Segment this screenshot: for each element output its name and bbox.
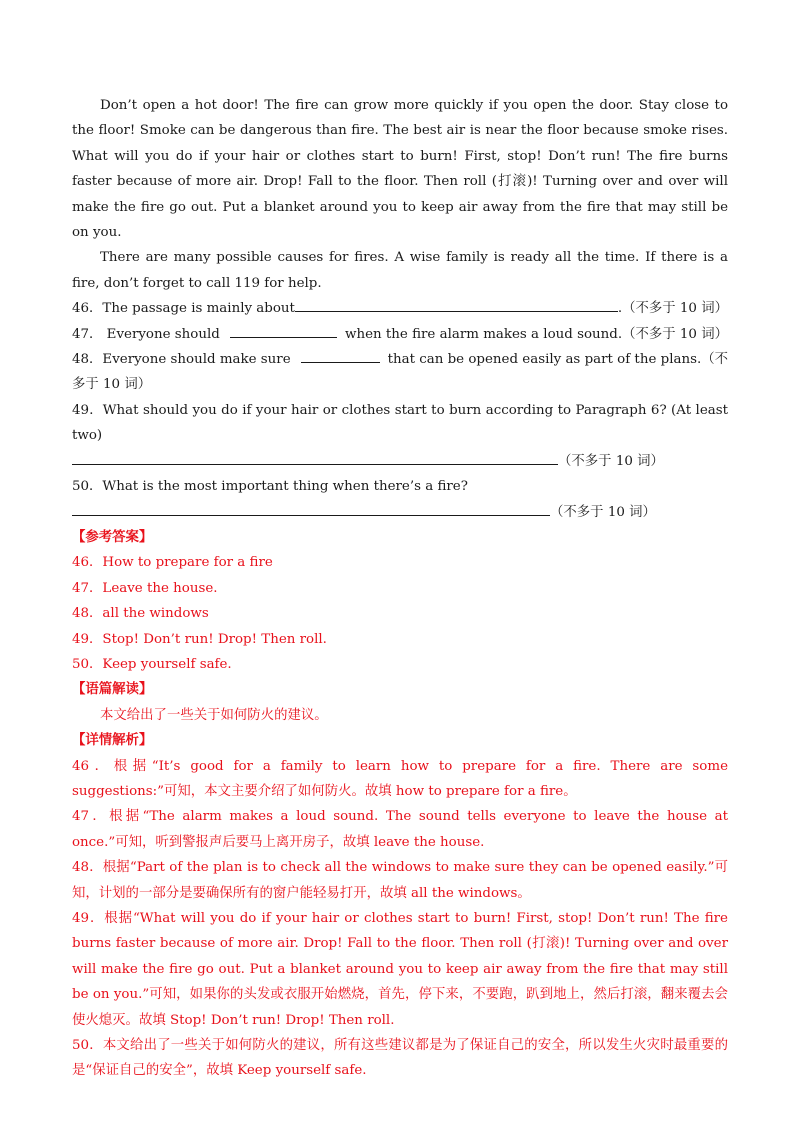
summary-heading: 【语篇解读】 xyxy=(72,681,153,698)
answer-48: 48．all the windows xyxy=(72,606,209,622)
question-50-blank[interactable] xyxy=(72,501,550,516)
answers-heading: 【参考答案】 xyxy=(72,528,153,545)
question-48 xyxy=(72,347,728,372)
question-50-text: 50．What is the most important thing when there’s a fire? xyxy=(72,479,468,495)
question-50-answer-line xyxy=(72,500,728,525)
question-49-note: （不多于 10 词） xyxy=(558,453,664,469)
answer-49: 49．Stop! Don’t run! Drop! Then roll. xyxy=(72,631,327,647)
question-46 xyxy=(72,296,728,321)
answer-46: 46．How to prepare for a fire xyxy=(72,555,273,571)
question-47-suffix: when the fire alarm makes a loud sound. xyxy=(345,326,623,342)
passage-paragraph-2: There are many possible causes for fires. A wise family is ready all the time. If there is a fire, don’t forget to call 119 for help. xyxy=(72,250,728,291)
question-49-answer-line xyxy=(72,449,728,474)
question-47 xyxy=(72,322,728,347)
question-50-note: （不多于 10 词） xyxy=(550,504,656,520)
question-48-note-continued: 多于 10 词） xyxy=(72,377,152,393)
analysis-49: 49．根据“What will you do if your hair or clothes start to burn! First, stop! Don’t run! The fire burns faster because of more air. Drop! Fall to the floor. Then roll (打滚)! Turning over and over will make the fire go out. Put a blanket around you to keep air away from the fire that may still be on you.”可知，如果你的头发或衣服开始燃烧，首先，停下来，不要跑，趴到地上，然后打滚，翻来覆去会使火熄灭。故填 Stop! Don’t run! Drop! Then roll. xyxy=(72,911,728,1028)
answer-50: 50．Keep yourself safe. xyxy=(72,656,232,672)
answer-47: 47．Leave the house. xyxy=(72,580,218,596)
analysis-46: 46．根据“It’s good for a family to learn how to prepare for a fire. There are some suggestions:”可知，本文主要介绍了如何防火。故填 how to prepare for a fire。 xyxy=(72,758,728,799)
question-46-suffix: . xyxy=(617,301,623,317)
analysis-heading: 【详情解析】 xyxy=(72,732,153,749)
question-48-blank[interactable] xyxy=(301,348,380,363)
summary-text: 本文给出了一些关于如何防火的建议。 xyxy=(100,707,328,723)
question-47-blank[interactable] xyxy=(230,323,337,338)
question-46-prefix: 46．The passage is mainly about xyxy=(72,301,295,317)
analysis-50: 50．本文给出了一些关于如何防火的建议，所有这些建议都是为了保证自己的安全，所以发生火灾时最重要的是“保证自己的安全”，故填 Keep yourself safe. xyxy=(72,1038,728,1079)
question-49-blank[interactable] xyxy=(72,450,558,465)
analysis-48: 48．根据“Part of the plan is to check all the windows to make sure they can be opened easily.”可知，计划的一部分是要确保所有的窗户能轻易打开，故填 all the windows。 xyxy=(72,860,728,901)
question-48-note: （不 xyxy=(701,352,728,368)
question-48-prefix: 48．Everyone should make sure xyxy=(72,352,291,368)
question-47-prefix: 47． Everyone should xyxy=(72,326,220,342)
question-47-note: （不多于 10 词） xyxy=(622,326,728,342)
question-46-blank[interactable] xyxy=(295,297,618,312)
question-49-text: 49．What should you do if your hair or clothes start to burn according to Paragraph 6? (At least two) xyxy=(72,402,728,444)
document-content xyxy=(72,93,728,1084)
question-48-suffix: that can be opened easily as part of the plans. xyxy=(387,352,702,368)
passage-paragraph-1: Don’t open a hot door! The fire can grow more quickly if you open the door. Stay close to the floor! Smoke can be dangerous than fire. The best air is near the floor because smoke rises. What will you do if your hair or clothes start to burn! First, stop! Don’t run! The fire burns faster because of more air. Drop! Fall to the floor. Then roll (打滚)! Turning over and over will make the fire go out. Put a blanket around you to keep air away from the fire that may still be on you. xyxy=(72,98,728,241)
analysis-47: 47．根据“The alarm makes a loud sound. The sound tells everyone to leave the house at once.”可知，听到警报声后要马上离开房子，故填 leave the house. xyxy=(72,809,728,850)
question-46-note: （不多于 10 词） xyxy=(622,301,728,317)
